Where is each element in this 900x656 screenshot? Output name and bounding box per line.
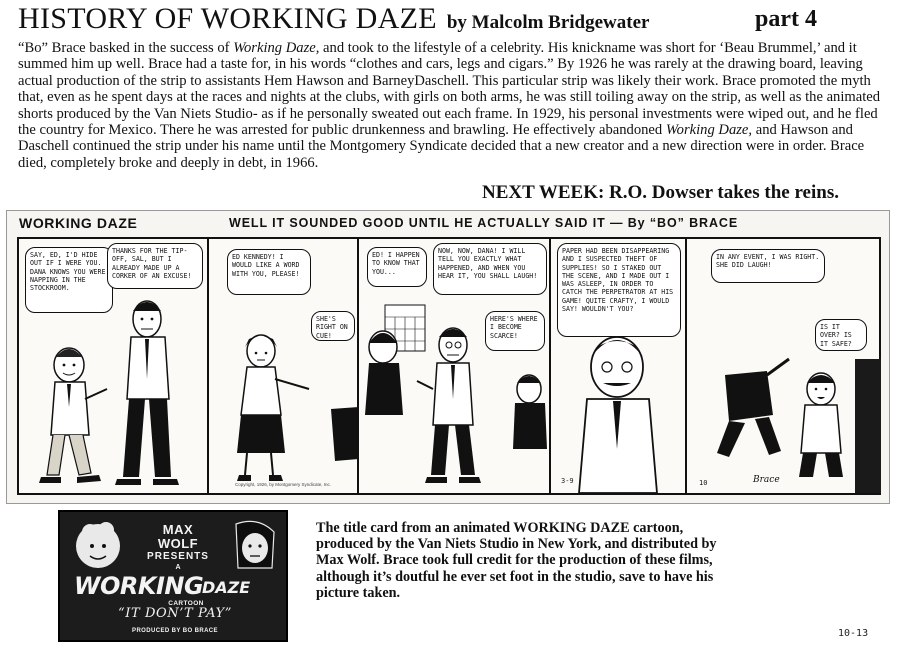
speech-bubble: IS IT OVER? IS IT SAFE? [815, 319, 867, 351]
article-italic-title: Working Daze, [665, 122, 753, 139]
title-card [58, 510, 288, 642]
comic-panel-1 [19, 239, 209, 493]
article-paragraph [18, 40, 886, 171]
page-header [18, 2, 888, 40]
part-label: part 4 [755, 6, 817, 32]
card-cartoon: CARTOON [168, 600, 204, 607]
comic-panel-3 [361, 239, 551, 493]
speech-bubble: SAY, ED, I'D HIDE OUT IF I WERE YOU. DANA KNOWS YOU WERE NAPPING IN THE STOCKROOM. [25, 247, 113, 313]
speech-bubble: NOW, NOW, DANA! I WILL TELL YOU EXACTLY WHAT HAPPENED, AND WHEN YOU HEAR IT, YOU SHALL LAUGH! [433, 243, 547, 295]
speech-bubble: THANKS FOR THE TIP-OFF, SAL, BUT I ALREADY MADE UP A CORKER OF AN EXCUSE! [107, 243, 203, 289]
card-subtitle: “IT DON’T PAY” [117, 606, 233, 621]
strip-date: 3-9 [561, 477, 574, 485]
author-byline: by Malcolm Bridgewater [446, 12, 650, 33]
strip-tagline: WELL IT SOUNDED GOOD UNTIL HE ACTUALLY SAID IT — By “BO” BRACE [229, 216, 739, 230]
page-number: 10-13 [838, 628, 869, 639]
comic-panel-2 [211, 239, 359, 493]
page-title: HISTORY OF WORKING DAZE [18, 2, 437, 35]
comic-strip [6, 210, 890, 504]
comic-panel-4 [553, 239, 687, 493]
card-presents: PRESENTS [147, 551, 209, 562]
card-wolf: WOLF [157, 536, 199, 551]
article-body [18, 40, 886, 171]
speech-bubble: SHE'S RIGHT ON CUE! [311, 311, 355, 341]
artist-signature: Brace [753, 475, 780, 485]
article-italic-title: Working Daze, [233, 40, 320, 56]
speech-bubble: HERE'S WHERE I BECOME SCARCE! [485, 311, 545, 351]
card-working: WORKING [74, 572, 204, 600]
title-card-caption: The title card from an animated WORKING DAZE cartoon, produced by the Van Niets Studio in New York, and distributed by Max Wolf. Brace took full credit for the production of these films, although it’s doutful he ever set foot in the studio, save to have his picture taken. [316, 520, 717, 601]
strip-panels [17, 237, 881, 495]
card-produced-by: PRODUCED BY BO BRACE [132, 628, 218, 634]
card-max: MAX [162, 522, 194, 537]
article-text: and Hawson and Daschell continued the strip under his name until the Montgomery Syndicate decided that a new creator and a new direction were in order. Brace died, completely broke and deeply in debt, in 1966. [18, 122, 865, 171]
speech-bubble: ED KENNEDY! I WOULD LIKE A WORD WITH YOU, PLEASE! [227, 249, 311, 295]
strip-name: WORKING DAZE [19, 215, 138, 231]
speech-bubble: IN ANY EVENT, I WAS RIGHT. SHE DID LAUGH! [711, 249, 825, 283]
speech-bubble: PAPER HAD BEEN DISAPPEARING AND I SUSPECTED THEFT OF SUPPLIES! SO I STAKED OUT THE SCENE, AND I MADE OUT I WAS ASLEEP, IN ORDER TO CATCH THE PERPETRATOR AT HIS GAME! QUITE CRAFTY, I WOULD SAY! WOULDN'T YOU? [557, 243, 681, 337]
comic-panel-5 [689, 239, 881, 493]
strip-copyright: Copyright, 1926, by Montgomery Syndicate, Inc. [235, 482, 332, 487]
article-text: “Bo” Brace basked in the success of [18, 40, 234, 56]
strip-title-bar [11, 211, 887, 235]
panel-corner-mark: 10 [699, 479, 708, 487]
speech-bubble: ED! I HAPPEN TO KNOW THAT YOU... [367, 247, 427, 287]
card-a: A [175, 564, 181, 571]
article-text: and took to the lifestyle of a celebrity. His knickname was short for ‘Beau Brummel,’ and it summed him up well. Brace had a taste for, in his words “clothes and cars, legs and cigars.” By 1926 he was rarely at the drawing board, leaving actual production of the strip to assistants Hem Hawson and BarneyDaschell. This particular strip was likely their work. Brace promoted the myth that, even as he spent days at the races and nights at the clubs, with girls on both arms, he was still toiling away on the strip, as well as the animated shorts produced by the Van Niets Studio- as if he personally sweated out each frame. In 1929, his personal investments were wiped out, and he fled the country for Mexico. There he was arrested for public drunkenness and brawling. He effectively abandoned [18, 40, 881, 139]
card-daze: DAZE [202, 578, 251, 597]
next-week-teaser: NEXT WEEK: R.O. Dowser takes the reins. [482, 182, 839, 203]
